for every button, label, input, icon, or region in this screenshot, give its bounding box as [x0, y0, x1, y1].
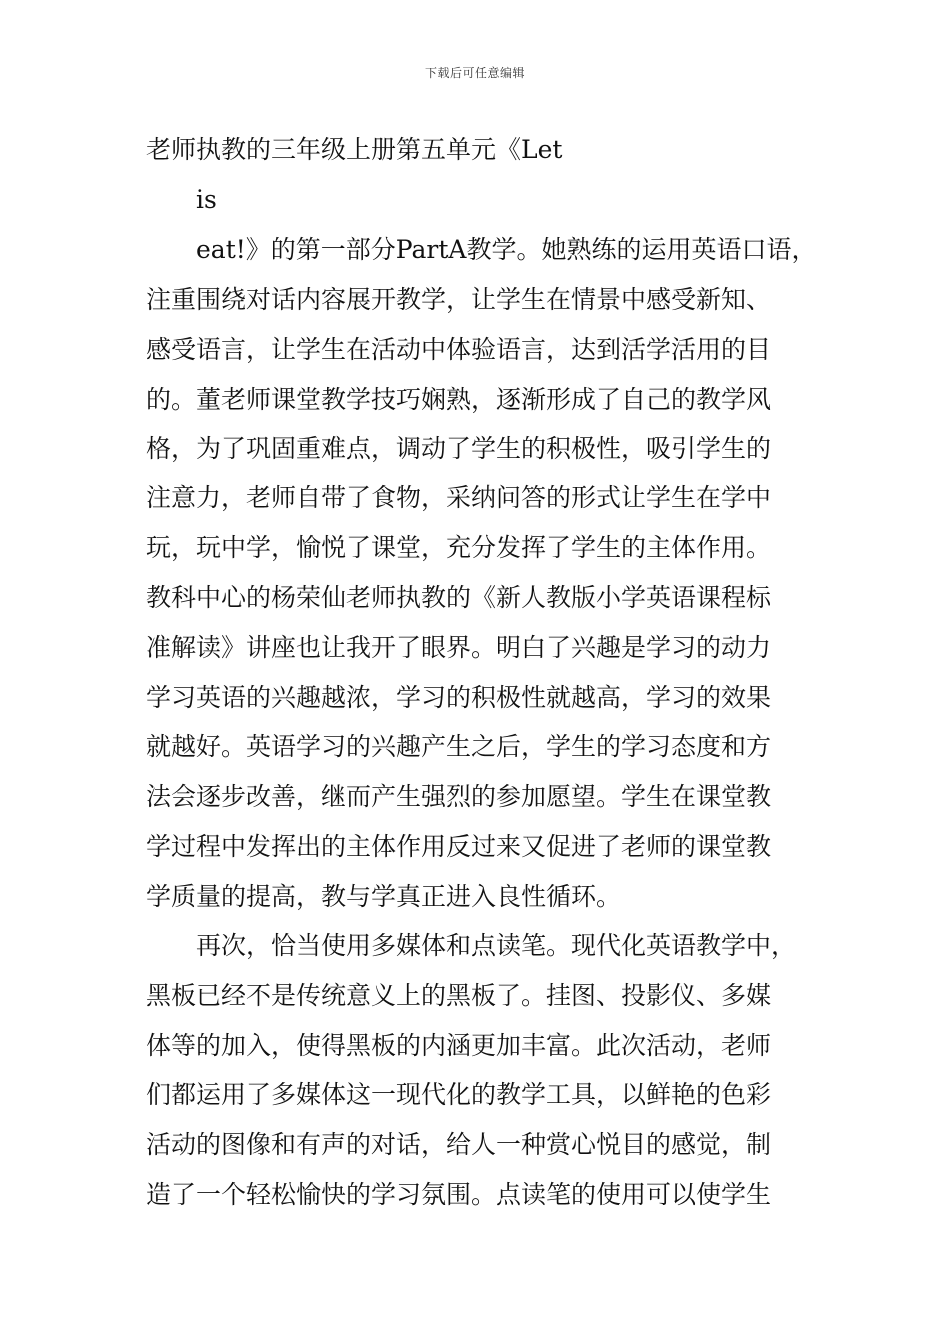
- text-line: 学质量的提高，教与学真正进入良性循环。: [146, 882, 622, 911]
- text-line: 玩，玩中学，愉悦了课堂，充分发挥了学生的主体作用。: [146, 533, 772, 562]
- text-line: 们都运用了多媒体这一现代化的教学工具，以鲜艳的色彩: [146, 1080, 772, 1109]
- text-line: 学习英语的兴趣越浓，学习的积极性就越高，学习的效果: [146, 683, 772, 712]
- text-line: 再次，恰当使用多媒体和点读笔。现代化英语教学中，: [196, 931, 797, 960]
- text-line: 黑板已经不是传统意义上的黑板了。挂图、投影仪、多媒: [146, 981, 772, 1010]
- text-line: 法会逐步改善，继而产生强烈的参加愿望。学生在课堂教: [146, 782, 772, 811]
- text-line: 准解读》讲座也让我开了眼界。明白了兴趣是学习的动力: [146, 633, 772, 662]
- text-line: 注意力，老师自带了食物，采纳问答的形式让学生在学中: [146, 483, 772, 512]
- text-line: 注重围绕对话内容展开教学，让学生在情景中感受新知、: [146, 285, 772, 314]
- text-line: 的。董老师课堂教学技巧娴熟，逐渐形成了自己的教学风: [146, 385, 772, 414]
- text-line: 教科中心的杨荣仙老师执教的《新人教版小学英语课程标: [146, 583, 772, 612]
- text-line: 老师执教的三年级上册第五单元《Let: [146, 135, 563, 164]
- text-line: 活动的图像和有声的对话，给人一种赏心悦目的感觉，制: [146, 1130, 772, 1159]
- text-line: 格，为了巩固重难点，调动了学生的积极性，吸引学生的: [146, 434, 772, 463]
- text-line: eat!》的第一部分PartA教学。她熟练的运用英语口语，: [196, 235, 817, 264]
- text-line: 学过程中发挥出的主体作用反过来又促进了老师的课堂教: [146, 832, 772, 861]
- text-line: 感受语言，让学生在活动中体验语言，达到活学活用的目: [146, 335, 772, 364]
- page-header: 下载后可任意编辑: [424, 66, 525, 80]
- text-line: is: [196, 185, 217, 214]
- text-line: 体等的加入，使得黑板的内涵更加丰富。此次活动，老师: [146, 1031, 772, 1060]
- text-line: 造了一个轻松愉快的学习氛围。点读笔的使用可以使学生: [146, 1180, 772, 1209]
- text-line: 就越好。英语学习的兴趣产生之后，学生的学习态度和方: [146, 732, 772, 761]
